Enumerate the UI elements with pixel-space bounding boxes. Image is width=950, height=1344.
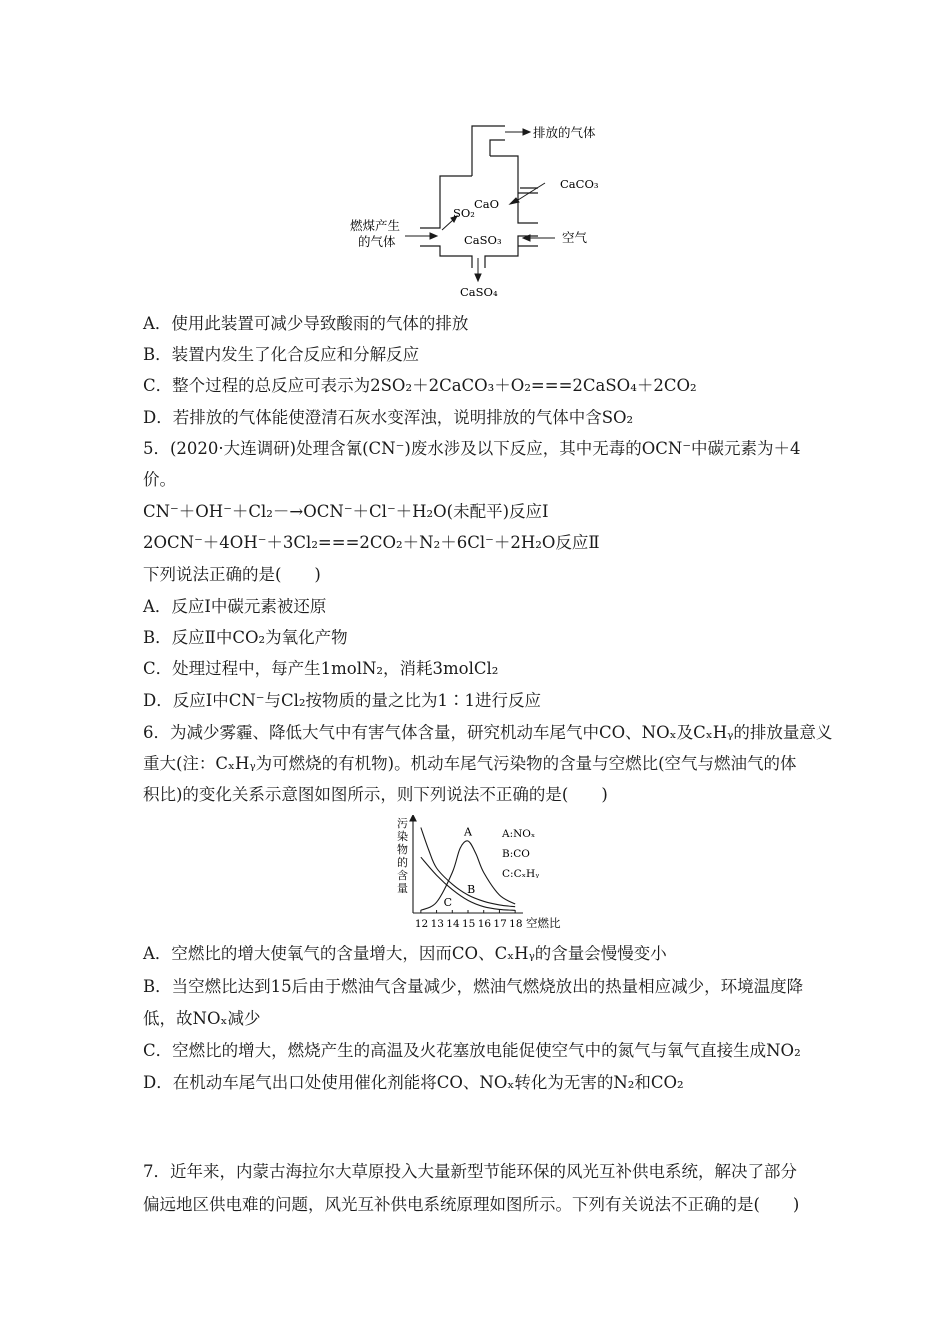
y-axis-label: 污染物的含量	[397, 817, 408, 895]
legend-item-c: C:CₓHᵧ	[502, 868, 540, 880]
q5-stem-line1: 5．(2020·大连调研)处理含氰(CN⁻)废水涉及以下反应，其中无毒的OCN⁻中碳元素为＋4	[143, 439, 801, 458]
coal-gas-label-line2: 的气体	[358, 234, 396, 249]
caco3-label: CaCO₃	[560, 177, 599, 191]
coal-gas-label-line1: 燃煤产生	[350, 218, 401, 233]
q5-option-b: B．反应Ⅱ中CO₂为氧化产物	[143, 628, 348, 647]
q4-option-c: C．整个过程的总反应可表示为2SO₂＋2CaCO₃＋O₂===2CaSO₄＋2CO₂	[143, 376, 697, 395]
x-tick-label: 12	[414, 918, 429, 930]
q7-stem-line1: 7．近年来，内蒙古海拉尔大草原投入大量新型节能环保的风光互补供电系统，解决了部分	[143, 1162, 797, 1181]
q5-option-a: A．反应Ⅰ中碳元素被还原	[143, 597, 327, 616]
x-tick-label: 17	[493, 918, 507, 930]
q7-stem-line2: 偏远地区供电难的问题，风光互补供电系统原理如图所示。下列有关说法不正确的是( )	[143, 1195, 800, 1214]
cao-label: CaO	[474, 197, 500, 211]
x-axis-label: 空燃比	[526, 916, 561, 930]
q6-option-c: C．空燃比的增大，燃烧产生的高温及火花塞放电能促使空气中的氮气与氧气直接生成NO₂	[143, 1041, 801, 1060]
curve-label-a: A	[464, 825, 472, 839]
q5-stem-line2: 价。	[143, 470, 176, 489]
q5-reaction-2: 2OCN⁻＋4OH⁻＋3Cl₂===2CO₂＋N₂＋6Cl⁻＋2H₂O反应Ⅱ	[143, 533, 600, 552]
exhaust-gas-label: 排放的气体	[533, 125, 596, 140]
caso4-label: CaSO₄	[460, 285, 498, 299]
so2-label: SO₂	[453, 206, 475, 220]
q6-option-b: B．当空燃比达到15后由于燃油气含量减少，燃油气燃烧放出的热量相应减少，环境温度降	[143, 977, 804, 996]
x-tick-label: 14	[446, 918, 460, 930]
q6-option-b-cont: 低，故NOₓ减少	[143, 1009, 261, 1028]
x-tick-label: 16	[477, 918, 492, 930]
y-axis-arrow	[410, 815, 416, 821]
x-tick-label: 18	[509, 918, 523, 930]
caso3-label: CaSO₃	[464, 233, 502, 247]
q4-option-b: B．装置内发生了化合反应和分解反应	[143, 345, 420, 364]
legend-item-b: B:CO	[502, 848, 530, 860]
curve-label-c: C	[443, 895, 452, 909]
q4-option-d: D．若排放的气体能使澄清石灰水变浑浊，说明排放的气体中含SO₂	[143, 408, 634, 427]
q5-reaction-1: CN⁻＋OH⁻＋Cl₂－→OCN⁻＋Cl⁻＋H₂O(未配平)反应Ⅰ	[143, 502, 549, 521]
legend-item-a: A:NOₓ	[502, 828, 536, 840]
q6-option-d: D．在机动车尾气出口处使用催化剂能将CO、NOₓ转化为无害的N₂和CO₂	[143, 1073, 684, 1092]
pollutant-air-fuel-ratio-chart	[395, 815, 565, 935]
q4-option-a: A．使用此装置可减少导致酸雨的气体的排放	[143, 314, 469, 333]
q6-stem-line1: 6．为减少雾霾、降低大气中有害气体含量，研究机动车尾气中CO、NOₓ及CₓHᵧ的排放量意义	[143, 723, 833, 742]
q6-stem-line2: 重大(注：CₓHᵧ为可燃烧的有机物)。机动车尾气污染物的含量与空燃比(空气与燃油气的体	[143, 754, 797, 773]
x-tick-label: 15	[462, 918, 476, 930]
q5-option-c: C．处理过程中，每产生1molN₂，消耗3molCl₂	[143, 659, 499, 678]
q5-option-d: D．反应Ⅰ中CN⁻与Cl₂按物质的量之比为1∶1进行反应	[143, 691, 542, 710]
curve-label-b: B	[467, 883, 476, 897]
q5-question: 下列说法正确的是( )	[143, 565, 321, 584]
q6-option-a: A．空燃比的增大使氧气的含量增大，因而CO、CₓHᵧ的含量会慢慢变小	[143, 944, 667, 963]
x-tick-label: 13	[430, 918, 444, 930]
q6-stem-line3: 积比)的变化关系示意图如图所示，则下列说法不正确的是( )	[143, 785, 608, 804]
desulfurization-apparatus-diagram	[340, 118, 620, 308]
air-label: 空气	[562, 230, 588, 245]
